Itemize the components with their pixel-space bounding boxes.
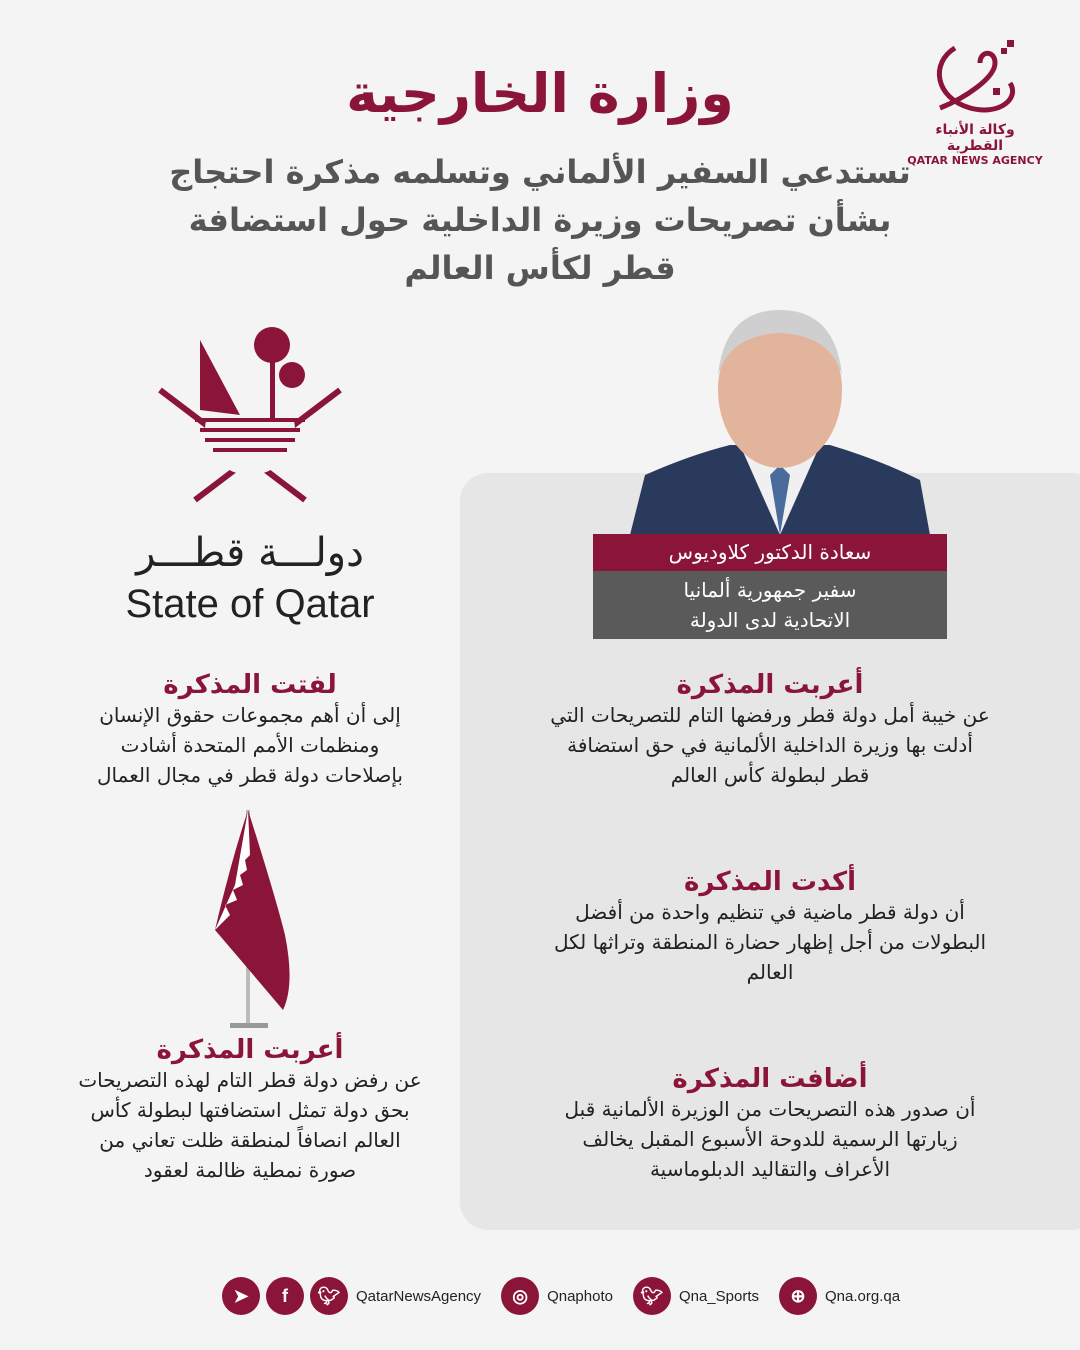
subtitle-line: بشأن تصريحات وزيرة الداخلية حول استضافة bbox=[188, 201, 892, 239]
social-handle[interactable]: Qna_Sports bbox=[678, 1287, 759, 1305]
section-line: صورة نمطية ظالمة لعقود bbox=[143, 1158, 357, 1182]
section-rejected bbox=[30, 1035, 470, 1185]
twitter-icon[interactable]: 🐦︎ bbox=[633, 1277, 671, 1315]
section-line: زيارتها الرسمية للدوحة الأسبوع المقبل يخالف bbox=[582, 1127, 958, 1151]
subtitle-line: تستدعي السفير الألماني وتسلمه مذكرة احتجاج bbox=[169, 153, 911, 191]
section-line: أدلت بها وزيرة الداخلية الألمانية في حق استضافة bbox=[567, 733, 973, 757]
social-handle[interactable]: Qnaphoto bbox=[547, 1287, 613, 1305]
section-confirmed bbox=[510, 867, 1030, 987]
facebook-icon[interactable]: f bbox=[266, 1277, 304, 1315]
section-line: إلى أن أهم مجموعات حقوق الإنسان bbox=[99, 703, 401, 727]
section-added bbox=[510, 1064, 1030, 1184]
ambassador-role bbox=[593, 571, 947, 639]
social-handle[interactable]: QatarNewsAgency bbox=[356, 1287, 482, 1305]
section-line: عن رفض دولة قطر التام لهذه التصريحات bbox=[78, 1068, 422, 1092]
state-name-arabic: دولـــة قطـــر bbox=[136, 530, 364, 576]
instagram-icon[interactable]: ◎ bbox=[501, 1277, 539, 1315]
subtitle bbox=[160, 148, 920, 292]
footer-social bbox=[222, 1277, 914, 1315]
section-line: بإصلاحات دولة قطر في مجال العمال bbox=[97, 763, 403, 787]
page-title: وزارة الخارجية bbox=[346, 62, 734, 125]
qna-logo bbox=[905, 38, 1045, 167]
ambassador-name: سعادة الدكتور كلاوديوس bbox=[593, 534, 947, 571]
section-heading: لفتت المذكرة bbox=[163, 670, 337, 700]
qatar-emblem-icon bbox=[155, 320, 345, 520]
section-line: بحق دولة تمثل استضافتها لبطولة كأس bbox=[90, 1098, 410, 1122]
role-line: الاتحادية لدى الدولة bbox=[689, 608, 851, 632]
section-line: أن صدور هذه التصريحات من الوزيرة الألمانية قبل bbox=[564, 1097, 976, 1121]
logo-english: QATAR NEWS AGENCY bbox=[907, 154, 1043, 167]
section-noted bbox=[40, 670, 460, 790]
state-name-english: State of Qatar bbox=[125, 582, 375, 626]
section-line: أن دولة قطر ماضية في تنظيم واحدة من أفضل bbox=[575, 900, 965, 924]
qatar-flag-icon bbox=[205, 805, 295, 1030]
section-line: عن خيبة أمل دولة قطر ورفضها التام للتصريحات التي bbox=[550, 703, 990, 727]
telegram-icon[interactable]: ➤ bbox=[222, 1277, 260, 1315]
role-line: سفير جمهورية ألمانيا bbox=[683, 578, 857, 602]
section-heading: أكدت المذكرة bbox=[684, 867, 856, 897]
section-line: البطولات من أجل إظهار حضارة المنطقة وتراثها لكل bbox=[553, 930, 987, 954]
section-line: العالم bbox=[746, 960, 794, 984]
section-line: العالم انصافاً لمنطقة ظلت تعاني من bbox=[99, 1128, 401, 1152]
website-link[interactable]: Qna.org.qa bbox=[825, 1287, 901, 1305]
subtitle-line: قطر لكأس العالم bbox=[404, 249, 676, 287]
section-heading: أعربت المذكرة bbox=[676, 670, 864, 700]
twitter-icon[interactable]: 🐦︎ bbox=[310, 1277, 348, 1315]
section-line: الأعراف والتقاليد الدبلوماسية bbox=[649, 1157, 891, 1181]
section-line: ومنظمات الأمم المتحدة أشادت bbox=[120, 733, 380, 757]
section-heading: أضافت المذكرة bbox=[672, 1064, 868, 1094]
section-line: قطر لبطولة كأس العالم bbox=[670, 763, 870, 787]
qna-logo-icon bbox=[925, 38, 1025, 118]
section-heading: أعربت المذكرة bbox=[156, 1035, 344, 1065]
section-expressed bbox=[510, 670, 1030, 790]
logo-arabic: وكالة الأنباء القطرية bbox=[935, 122, 1015, 154]
ambassador-photo bbox=[630, 305, 930, 535]
globe-icon[interactable]: ⊕ bbox=[779, 1277, 817, 1315]
